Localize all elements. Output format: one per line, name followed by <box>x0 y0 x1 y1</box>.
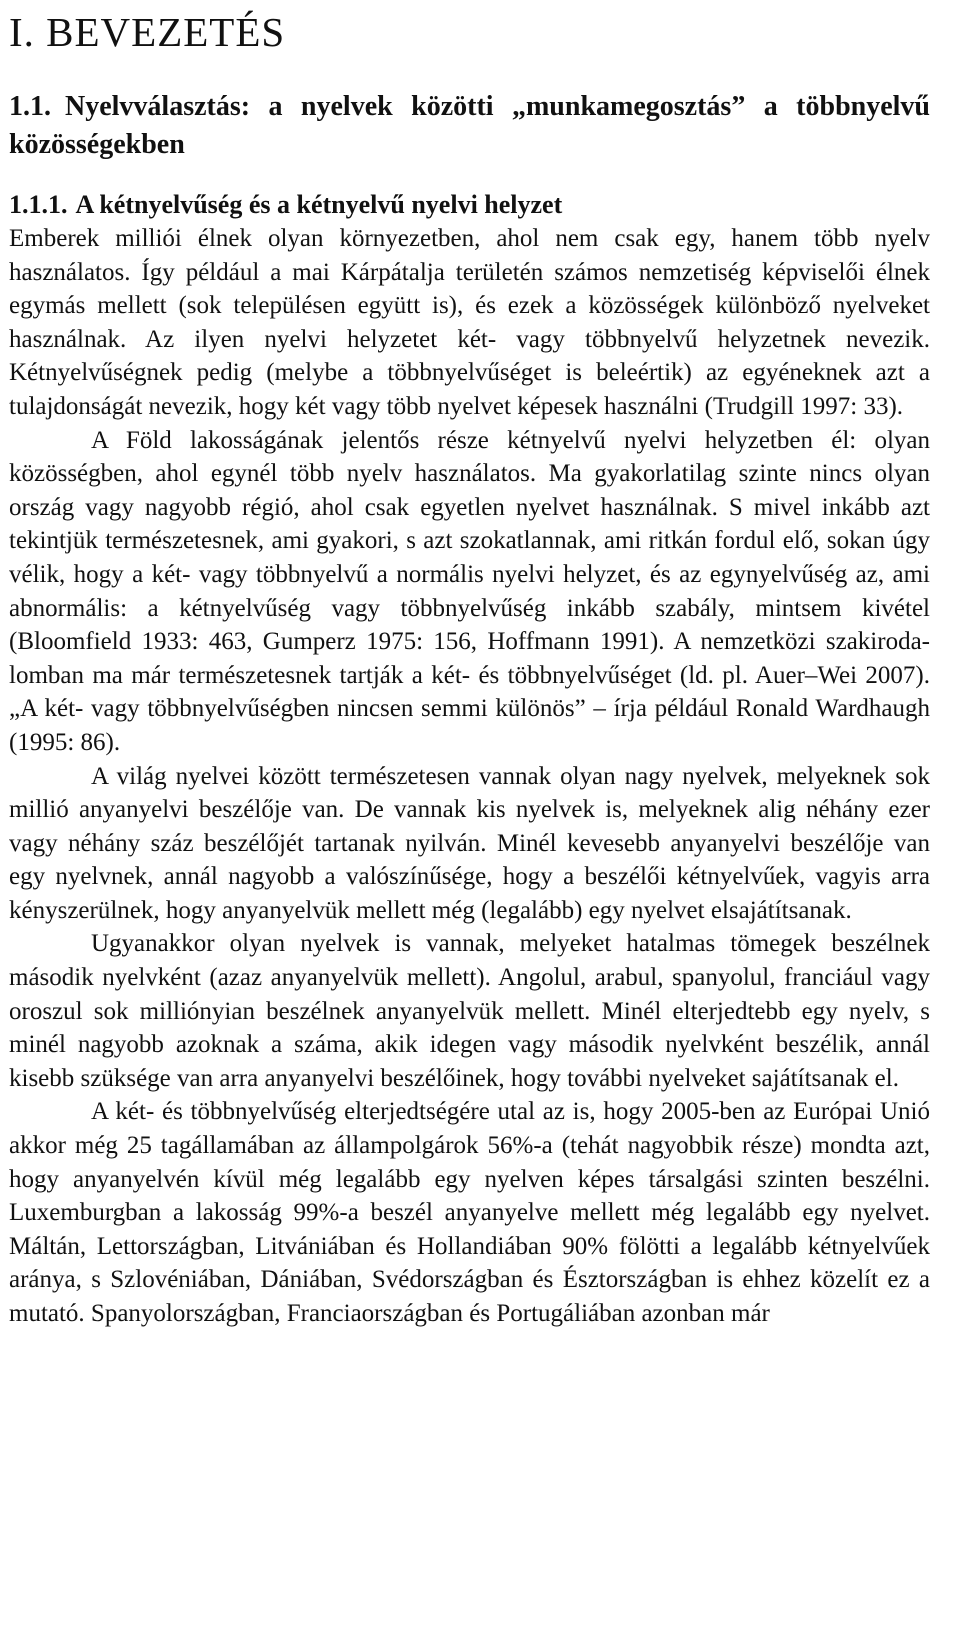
section-number: 1.1. <box>9 91 51 122</box>
section-title: Nyelvválasztás: a nyelvek közötti „munkamegosztás” a többnyelvű közösségekben <box>9 91 930 160</box>
paragraph-5: A két- és többnyelvűség elterjedtségére utal az is, hogy 2005-ben az Európai Unió akkor még 25 tagállamában az állampolgárok 56%-a (tehát nagyobbik része) mondta azt, hogy anyanyelvén kívül még legalább egy nyelven képes társalgási szinten beszélni. Luxemburgban a lakosság 99%-a beszél anyanyelve mellett még legalább egy nyelvet. Máltán, Lettországban, Litvániában és Hollandiában 90% fölötti a legalább kétnyelvűek aránya, s Szlovéniában, Dániában, Svédországban és Észtországban is ehhez közelít ez a mutató. Spanyolországban, Franciaországban és Portugáliában azonban már <box>9 1098 930 1327</box>
paragraph-1: Emberek milliói élnek olyan környezetben, ahol nem csak egy, hanem több nyelv használatos. Így például a mai Kárpátalja területén számos nemzetiség képviselői élnek egymás mellett (sok településen együtt is), és ezek a közösségek különböző nyelveket használnak. Az ilyen nyelvi helyzetet két- vagy többnyelvű helyzetnek nevezik. Kétnyelvűségnek pedig (melybe a többnyelvűséget is beleértik) az egyéneknek azt a tulajdonságát nevezik, hogy két vagy több nyelvet képesek használni (Trudgill 1997: 33). <box>9 225 930 420</box>
paragraph-4: Ugyanakkor olyan nyelvek is vannak, melyeket hatalmas tömegek beszélnek második nyelvként (azaz anyanyelvük mellett). Angolul, arabul, spanyolul, franciául vagy oroszul sok milliónyian beszélnek anyanyelvük mellett. Minél elterjedtebb egy nyelv, s minél nagyobb azoknak a száma, akik idegen vagy második nyelvként beszélik, annál kisebb szüksége van arra anyanyelvi beszélőinek, hogy további nyelveket sajátítsanak el. <box>9 930 930 1092</box>
subsection-number: 1.1.1. <box>9 190 68 219</box>
chapter-title: I. BEVEZETÉS <box>9 9 286 55</box>
subsection-heading <box>9 188 930 222</box>
paragraph-2: A Föld lakosságának jelentős része kétnyelvű nyelvi helyzetben él: olyan közösségben, ahol egynél több nyelv használatos. Ma gyakorlatilag szinte nincs olyan ország vagy nagyobb régió, ahol csak egyetlen nyelvet használnak. S mivel inkább azt tekintjük természetesnek, ami gyakori, s azt szokatlannak, ami ritkán fordul elő, sokan úgy vélik, hogy a két- vagy többnyelvű a normális nyelvi helyzet, és az egynyelvűség az, ami abnormális: a kétnyelvűség vagy többnyelvűség inkább szabály, mintsem kivétel (Bloomfield 1933: 463, Gumperz 1975: 156, Hoffmann 1991). A nemzetközi szakirodalomban ma már természetesnek tartják a két- és többnyelvűséget (ld. pl. Auer–Wei 2007). „A két- vagy többnyelvűségben nincsen semmi különös” – írja például Ronald Wardhaugh (1995: 86). <box>9 426 930 756</box>
section-heading <box>9 88 930 164</box>
paragraph-3: A világ nyelvei között természetesen vannak olyan nagy nyelvek, melyeknek sok millió anyanyelvi beszélője van. De vannak kis nyelvek is, melyeknek alig néhány ezer vagy néhány száz beszélőjét tartanak nyilván. Minél kevesebb anyanyelvi beszélője van egy nyelvnek, annál nagyobb a valószínűsége, hogy a beszélői kétnyelvűek, vagyis arra kényszerülnek, hogy anyanyelvük mellett még (legalább) egy nyelvet elsajátítsanak. <box>9 762 930 924</box>
subsection-title: A kétnyelvűség és a kétnyelvű nyelvi helyzet <box>75 190 563 219</box>
